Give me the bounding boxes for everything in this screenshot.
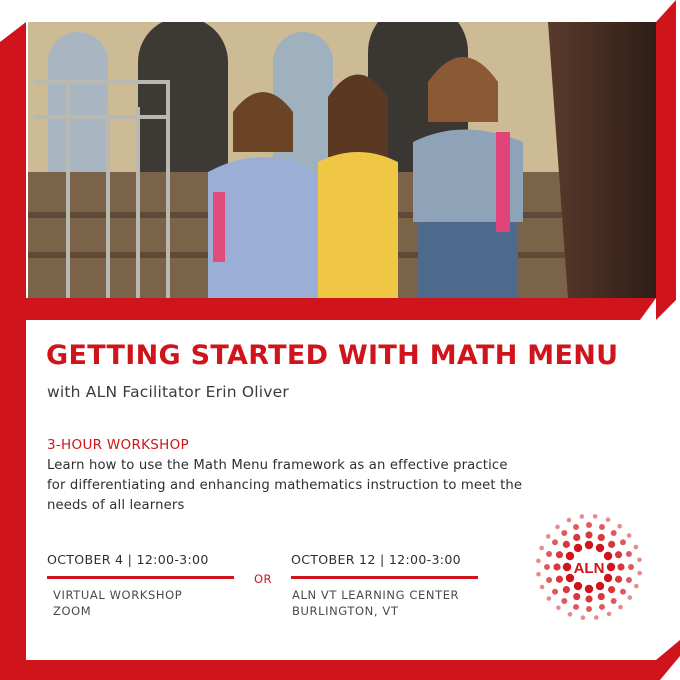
logo-dot [606, 517, 611, 522]
logo-dot [568, 612, 573, 617]
logo-dot [536, 572, 541, 577]
logo-dot [617, 524, 622, 529]
logo-dot [586, 522, 592, 528]
session-1-location-line2: ZOOM [53, 604, 92, 618]
logo-dot [593, 514, 598, 519]
session-2-divider [291, 576, 478, 579]
logo-dot [599, 604, 605, 610]
logo-dot [620, 539, 626, 545]
logo-dot [637, 557, 642, 562]
logo-dot [536, 559, 541, 564]
logo-dot [586, 606, 592, 612]
session-2-location-line1: ALN VT LEARNING CENTER [292, 588, 460, 602]
logo-dot [596, 544, 604, 552]
logo-dot [615, 551, 622, 558]
logo-dot [594, 615, 599, 620]
or-separator: OR [254, 572, 273, 586]
logo-dot [604, 552, 612, 560]
workshop-label: 3-HOUR WORKSHOP [47, 437, 189, 453]
logo-dot [567, 518, 572, 523]
logo-dot [598, 593, 605, 600]
logo-dot [617, 563, 624, 570]
logo-text: ALN [573, 560, 605, 577]
logo-dot [585, 531, 592, 538]
logo-dot [563, 586, 570, 593]
logo-dot [553, 563, 560, 570]
logo-dot [634, 584, 639, 589]
logo-dot [539, 546, 544, 551]
logo-dot [556, 606, 561, 611]
logo-dot [608, 586, 615, 593]
aln-logo-icon [534, 512, 644, 622]
logo-dot [627, 533, 632, 538]
workshop-description: Learn how to use the Math Menu framework as an effective practice for differentiating and enhancing mathematics instruction to meet the needs of all learners [47, 458, 523, 513]
logo-dot [607, 563, 615, 571]
logo-dot [573, 604, 579, 610]
page-title: GETTING STARTED WITH MATH MENU [46, 340, 619, 371]
logo-dot [611, 530, 617, 536]
logo-dot [598, 534, 605, 541]
logo-dot [574, 544, 582, 552]
logo-dot [566, 552, 574, 560]
logo-dot [611, 598, 617, 604]
logo-dot [620, 589, 626, 595]
logo-dot [637, 571, 642, 576]
logo-dot [563, 563, 571, 571]
logo-dot [615, 576, 622, 583]
logo-dot [585, 541, 593, 549]
logo-dot [546, 551, 552, 557]
logo-dot [574, 582, 582, 590]
logo-dot [544, 564, 550, 570]
logo-dot [573, 524, 579, 530]
logo-dot [546, 534, 551, 539]
logo-dot [561, 598, 567, 604]
logo-dot [540, 585, 545, 590]
session-1-location-line1: VIRTUAL WORKSHOP [53, 588, 183, 602]
logo-dot [555, 525, 560, 530]
logo-dot [552, 589, 558, 595]
logo-dot [607, 612, 612, 617]
logo-dot [596, 582, 604, 590]
logo-dot [618, 605, 623, 610]
logo-dot [556, 551, 563, 558]
session-1-date: OCTOBER 4 | 12:00-3:00 [47, 552, 209, 567]
logo-dot [552, 539, 558, 545]
session-1-divider [47, 576, 234, 579]
facilitator-subtitle: with ALN Facilitator Erin Oliver [47, 383, 289, 401]
photo-children-icon [28, 22, 656, 298]
logo-dot [628, 564, 634, 570]
logo-dot [585, 595, 592, 602]
logo-dot [604, 574, 612, 582]
logo-dot [573, 534, 580, 541]
hero-photo [28, 22, 656, 298]
logo-dot [581, 615, 586, 620]
logo-dot [634, 545, 639, 550]
logo-dot [547, 596, 552, 601]
logo-dot [628, 595, 633, 600]
logo-dot [563, 541, 570, 548]
logo-dot [573, 593, 580, 600]
logo-dot [561, 530, 567, 536]
logo-dot [626, 551, 632, 557]
logo-dot [599, 524, 605, 530]
session-2-date: OCTOBER 12 | 12:00-3:00 [291, 552, 461, 567]
logo-dot [626, 577, 632, 583]
logo-dot [579, 514, 584, 519]
logo-dot [556, 576, 563, 583]
logo-dot [585, 585, 593, 593]
logo-dot [608, 541, 615, 548]
session-2-location-line2: BURLINGTON, VT [292, 604, 399, 618]
logo-dot [546, 577, 552, 583]
